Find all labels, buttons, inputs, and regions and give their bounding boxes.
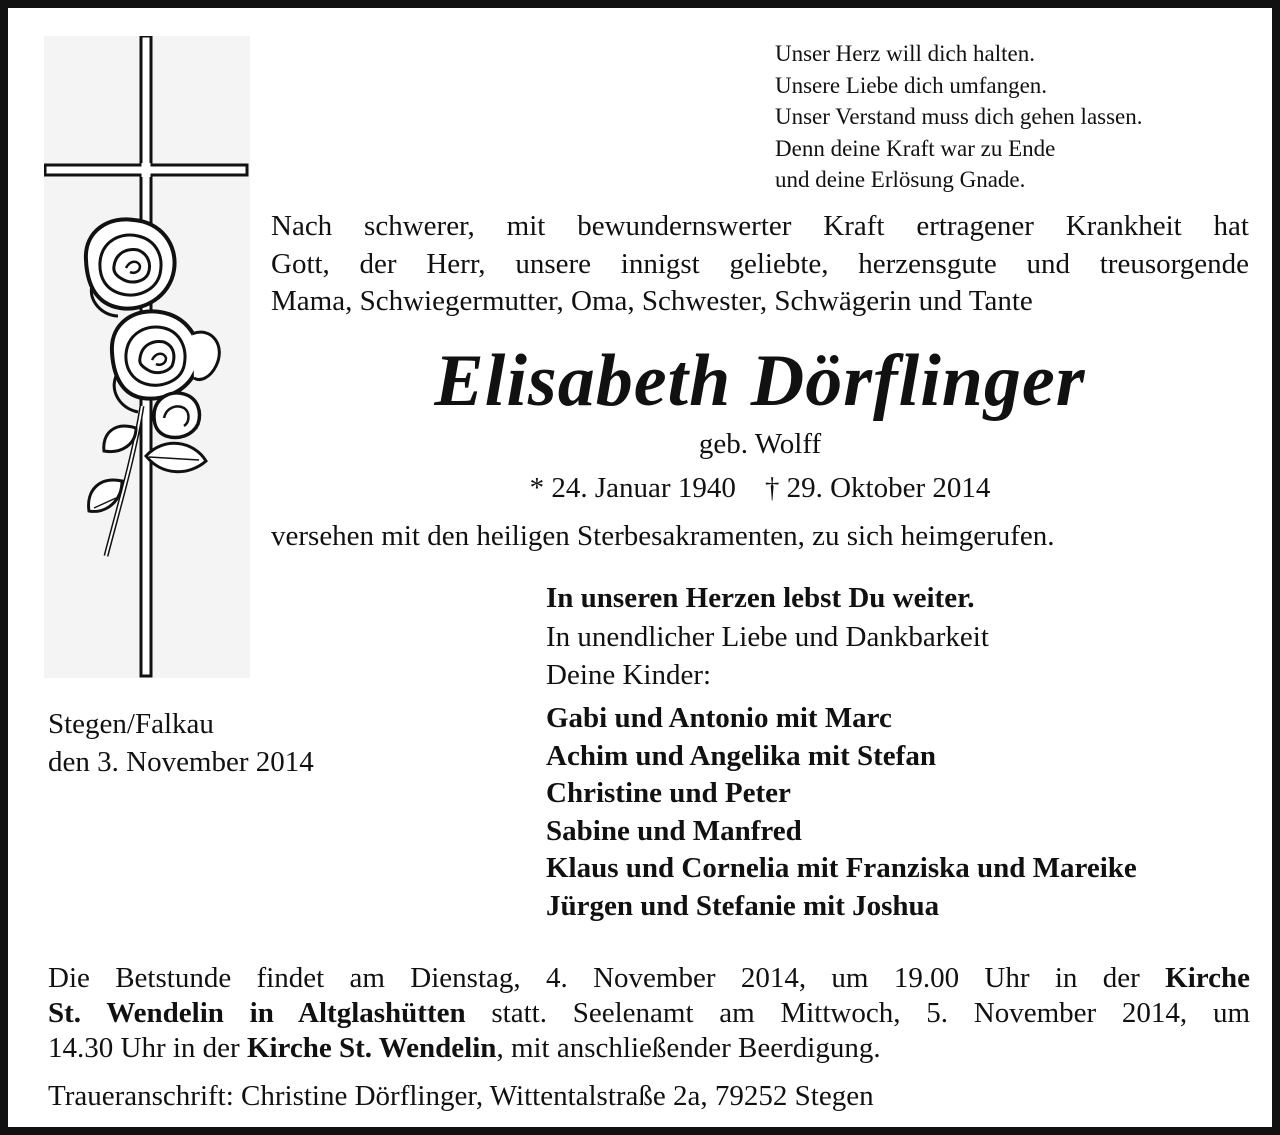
service-text: 14.30 Uhr in der xyxy=(48,1032,240,1064)
poem-line: Unsere Liebe dich umfangen. xyxy=(775,72,1048,98)
poem-line: Unser Herz will dich halten. xyxy=(775,41,1035,66)
love-line: In unendlicher Liebe und Dankbarkeit xyxy=(546,621,989,653)
deceased-name: Elisabeth Dörflinger xyxy=(434,340,1086,422)
intro-line: Nach schwerer, mit bewundernswerter Kraft ertragener Krankheit hat xyxy=(271,210,1249,242)
service-bold: Kirche xyxy=(1165,962,1251,994)
intro-line: Mama, Schwiegermutter, Oma, Schwester, Schwägerin und Tante xyxy=(271,285,1033,317)
service-line xyxy=(48,996,1250,1031)
service-line xyxy=(48,961,1250,996)
list-item: Sabine und Manfred xyxy=(546,814,802,847)
motto: In unseren Herzen lebst Du weiter. xyxy=(546,582,975,614)
poem xyxy=(775,38,1255,196)
list-item: Christine und Peter xyxy=(546,777,791,810)
service-bold: Kirche St. Wendelin xyxy=(246,1032,497,1064)
announcement-intro xyxy=(271,208,1249,321)
mourning-address: Traueranschrift: Christine Dörflinger, Wittentalstraße 2a, 79252 Stegen xyxy=(48,1080,874,1112)
children-label: Deine Kinder: xyxy=(546,659,712,691)
place-and-date xyxy=(48,705,468,781)
intro-line: Gott, der Herr, unsere innigst geliebte, herzensgute und treusorgende xyxy=(271,247,1249,280)
service-text: statt. Seelenamt am Mittwoch, 5. November 2014, um xyxy=(491,997,1250,1029)
poem-line: Unser Verstand muss dich gehen lassen. xyxy=(775,104,1143,129)
place-location: Stegen/Falkau xyxy=(48,708,214,740)
maiden-name: geb. Wolff xyxy=(698,428,822,460)
list-item: Jürgen und Stefanie mit Joshua xyxy=(546,889,940,922)
place-date: den 3. November 2014 xyxy=(48,746,314,778)
service-text: , mit anschließender Beerdigung. xyxy=(496,1032,881,1064)
sacrament-line: versehen mit den heiligen Sterbesakramenten, zu sich heimgerufen. xyxy=(271,520,1055,552)
family-block xyxy=(546,578,1266,926)
service-bold: St. Wendelin in Altglashütten xyxy=(48,997,466,1029)
list-item: Achim und Angelika mit Stefan xyxy=(546,739,936,772)
cross-with-roses-icon xyxy=(44,36,250,678)
life-dates: * 24. Januar 1940 † 29. Oktober 2014 xyxy=(529,472,991,504)
list-item: Klaus und Cornelia mit Franziska und Mareike xyxy=(546,852,1137,885)
list-item: Gabi und Antonio mit Marc xyxy=(546,702,892,734)
poem-line: und deine Erlösung Gnade. xyxy=(775,167,1026,192)
service-info xyxy=(48,961,1250,1066)
poem-line: Denn deine Kraft war zu Ende xyxy=(775,135,1056,161)
service-line xyxy=(48,1031,1250,1066)
children-list xyxy=(546,700,1266,926)
service-text: Die Betstunde findet am Dienstag, 4. November 2014, um 19.00 Uhr in der xyxy=(48,962,1140,994)
